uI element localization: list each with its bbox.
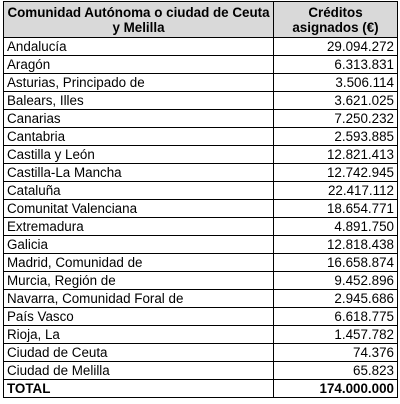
region-name-cell: Andalucía (4, 38, 274, 56)
table-row (4, 146, 398, 164)
credit-amount-cell: 2.945.686 (274, 290, 398, 308)
column-header-region: Comunidad Autónoma o ciudad de Ceuta y Melilla (4, 2, 274, 38)
credit-amount-cell: 2.593.885 (274, 128, 398, 146)
total-amount: 174.000.000 (274, 380, 398, 398)
credit-amount-cell: 12.821.413 (274, 146, 398, 164)
table-row (4, 362, 398, 380)
table-row (4, 236, 398, 254)
region-name-cell: Rioja, La (4, 326, 274, 344)
region-name-cell: Castilla y León (4, 146, 274, 164)
table-row (4, 74, 398, 92)
region-name-cell: Murcia, Región de (4, 272, 274, 290)
credit-amount-cell: 4.891.750 (274, 218, 398, 236)
region-name-cell: Extremadura (4, 218, 274, 236)
credit-amount-cell: 12.818.438 (274, 236, 398, 254)
credit-amount-cell: 16.658.874 (274, 254, 398, 272)
credit-amount-cell: 7.250.232 (274, 110, 398, 128)
column-header-credits: Créditos asignados (€) (274, 2, 398, 38)
region-name-cell: Aragón (4, 56, 274, 74)
table-row (4, 344, 398, 362)
credit-amount-cell: 3.621.025 (274, 92, 398, 110)
region-name-cell: Galicia (4, 236, 274, 254)
table-row (4, 128, 398, 146)
region-name-cell: Canarias (4, 110, 274, 128)
credit-amount-cell: 3.506.114 (274, 74, 398, 92)
credit-amount-cell: 65.823 (274, 362, 398, 380)
region-name-cell: Ciudad de Ceuta (4, 344, 274, 362)
table-row (4, 164, 398, 182)
table-row (4, 326, 398, 344)
credit-amount-cell: 74.376 (274, 344, 398, 362)
region-name-cell: Castilla-La Mancha (4, 164, 274, 182)
credit-amount-cell: 29.094.272 (274, 38, 398, 56)
table-row (4, 200, 398, 218)
table-row (4, 218, 398, 236)
table-row (4, 92, 398, 110)
region-name-cell: Asturias, Principado de (4, 74, 274, 92)
credit-amount-cell: 9.452.896 (274, 272, 398, 290)
credits-table (3, 1, 398, 398)
table-row (4, 182, 398, 200)
table-row (4, 254, 398, 272)
region-name-cell: Madrid, Comunidad de (4, 254, 274, 272)
credit-amount-cell: 18.654.771 (274, 200, 398, 218)
credit-amount-cell: 6.313.831 (274, 56, 398, 74)
header-row (4, 2, 398, 38)
table-row (4, 290, 398, 308)
table-row (4, 38, 398, 56)
region-name-cell: Balears, Illes (4, 92, 274, 110)
region-name-cell: Navarra, Comunidad Foral de (4, 290, 274, 308)
credit-amount-cell: 6.618.775 (274, 308, 398, 326)
credit-amount-cell: 22.417.112 (274, 182, 398, 200)
total-row (4, 380, 398, 398)
region-name-cell: Cantabria (4, 128, 274, 146)
credit-amount-cell: 12.742.945 (274, 164, 398, 182)
table-row (4, 56, 398, 74)
credit-amount-cell: 1.457.782 (274, 326, 398, 344)
total-label: TOTAL (4, 380, 274, 398)
table-row (4, 110, 398, 128)
region-name-cell: País Vasco (4, 308, 274, 326)
region-name-cell: Comunitat Valenciana (4, 200, 274, 218)
credits-table-container (3, 1, 398, 398)
table-row (4, 308, 398, 326)
table-row (4, 272, 398, 290)
region-name-cell: Ciudad de Melilla (4, 362, 274, 380)
region-name-cell: Cataluña (4, 182, 274, 200)
